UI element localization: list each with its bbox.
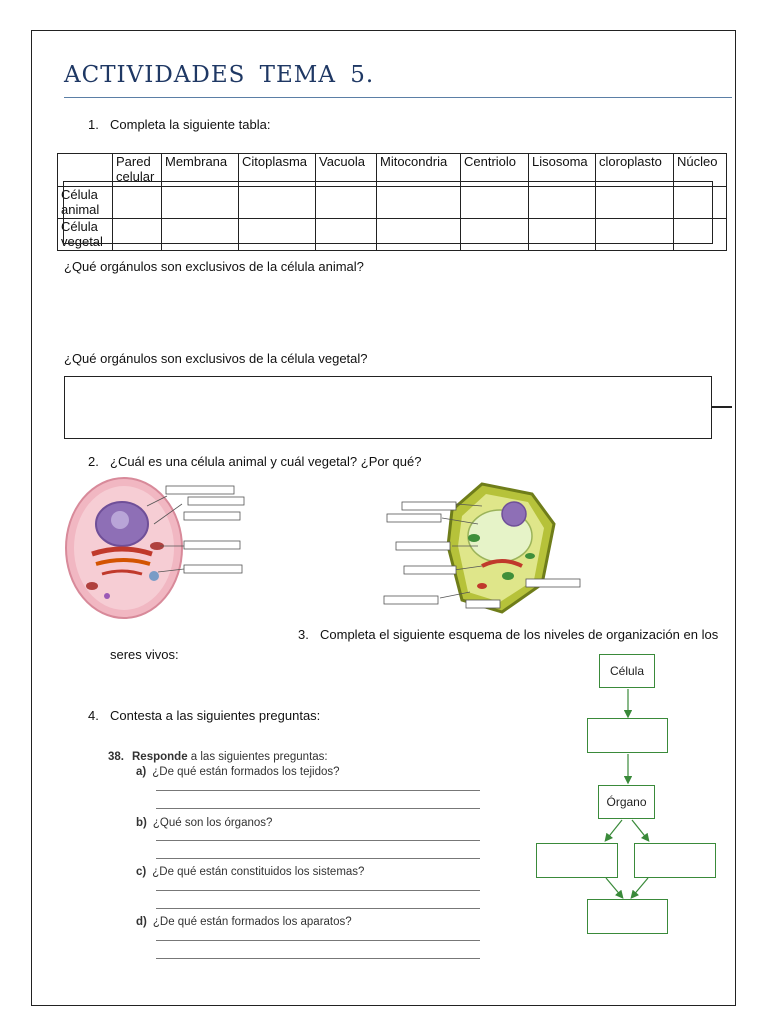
- q3-heading: [298, 627, 718, 642]
- scheme-arrows: [530, 686, 730, 902]
- item-letter: b): [136, 817, 147, 829]
- q3-prompt-line1: Completa el siguiente esquema de los niveles de organización en los: [320, 627, 719, 642]
- row-label-animal: Célula animal: [58, 187, 113, 219]
- page-title: ACTIVIDADES TEMA 5.: [64, 62, 375, 88]
- exercise-lead-bold: Responde: [132, 751, 188, 763]
- table-header-cell: Citoplasma: [239, 154, 316, 187]
- scheme-node-blank[interactable]: [587, 899, 668, 934]
- item-text: ¿Qué son los órganos?: [152, 817, 273, 829]
- plant-cell-illustration: [382, 476, 582, 616]
- q4-prompt: Contesta a las siguientes preguntas:: [110, 708, 321, 723]
- title-underline: [64, 97, 732, 98]
- item-text: ¿De qué están constituidos los sistemas?: [152, 866, 365, 878]
- answer-line[interactable]: [156, 908, 480, 909]
- item-text: ¿De qué están formados los aparatos?: [152, 916, 352, 928]
- table-header-cell: Membrana: [162, 154, 239, 187]
- exercise-item-c: [136, 866, 364, 878]
- item-text: ¿De qué están formados los tejidos?: [152, 766, 340, 778]
- answer-line[interactable]: [156, 940, 480, 941]
- item-letter: c): [136, 866, 147, 878]
- answer-line[interactable]: [156, 840, 480, 841]
- scheme-node-organo: Órgano: [598, 785, 655, 819]
- table-header-cell: Mitocondria: [377, 154, 461, 187]
- question-exclusive-animal: ¿Qué orgánulos son exclusivos de la célula animal?: [64, 259, 364, 274]
- q3-prompt-line2: seres vivos:: [110, 647, 179, 662]
- q1-heading: [88, 117, 270, 132]
- table-header-cell: Vacuola: [316, 154, 377, 187]
- exercise-heading: [108, 751, 328, 763]
- table-header-cell: Pared celular: [113, 154, 162, 187]
- stray-textbox-outline: [63, 181, 713, 244]
- exercise-item-a: [136, 766, 340, 778]
- q4-number: 4.: [88, 708, 99, 723]
- answer-line[interactable]: [156, 958, 480, 959]
- q1-number: 1.: [88, 117, 99, 132]
- table-header-cell: Núcleo: [674, 154, 727, 187]
- table-header-cell: Centriolo: [461, 154, 529, 187]
- animal-cell-illustration: [62, 476, 252, 626]
- q4-heading: [88, 708, 320, 723]
- q2-heading: [88, 454, 421, 469]
- q1-prompt: Completa la siguiente tabla:: [110, 117, 271, 132]
- q2-prompt: ¿Cuál es una célula animal y cuál vegetal? ¿Por qué?: [110, 454, 422, 469]
- exercise-item-b: [136, 817, 272, 829]
- answer-box-handle: [712, 406, 732, 408]
- exercise-lead-rest: a las siguientes preguntas:: [187, 751, 328, 763]
- answer-line[interactable]: [156, 808, 480, 809]
- q2-number: 2.: [88, 454, 99, 469]
- answer-box[interactable]: [64, 376, 712, 439]
- table-header-cell: cloroplasto: [596, 154, 674, 187]
- answer-line[interactable]: [156, 790, 480, 791]
- item-letter: a): [136, 766, 147, 778]
- exercise-number: 38.: [108, 751, 124, 763]
- q3-number: 3.: [298, 627, 309, 642]
- question-exclusive-vegetal: ¿Qué orgánulos son exclusivos de la célula vegetal?: [64, 351, 368, 366]
- row-label-vegetal: Célula vegetal: [58, 219, 113, 251]
- answer-line[interactable]: [156, 890, 480, 891]
- answer-line[interactable]: [156, 858, 480, 859]
- table-header-cell: Lisosoma: [529, 154, 596, 187]
- item-letter: d): [136, 916, 147, 928]
- scheme-node-celula: Célula: [599, 654, 655, 688]
- exercise-item-d: [136, 916, 352, 928]
